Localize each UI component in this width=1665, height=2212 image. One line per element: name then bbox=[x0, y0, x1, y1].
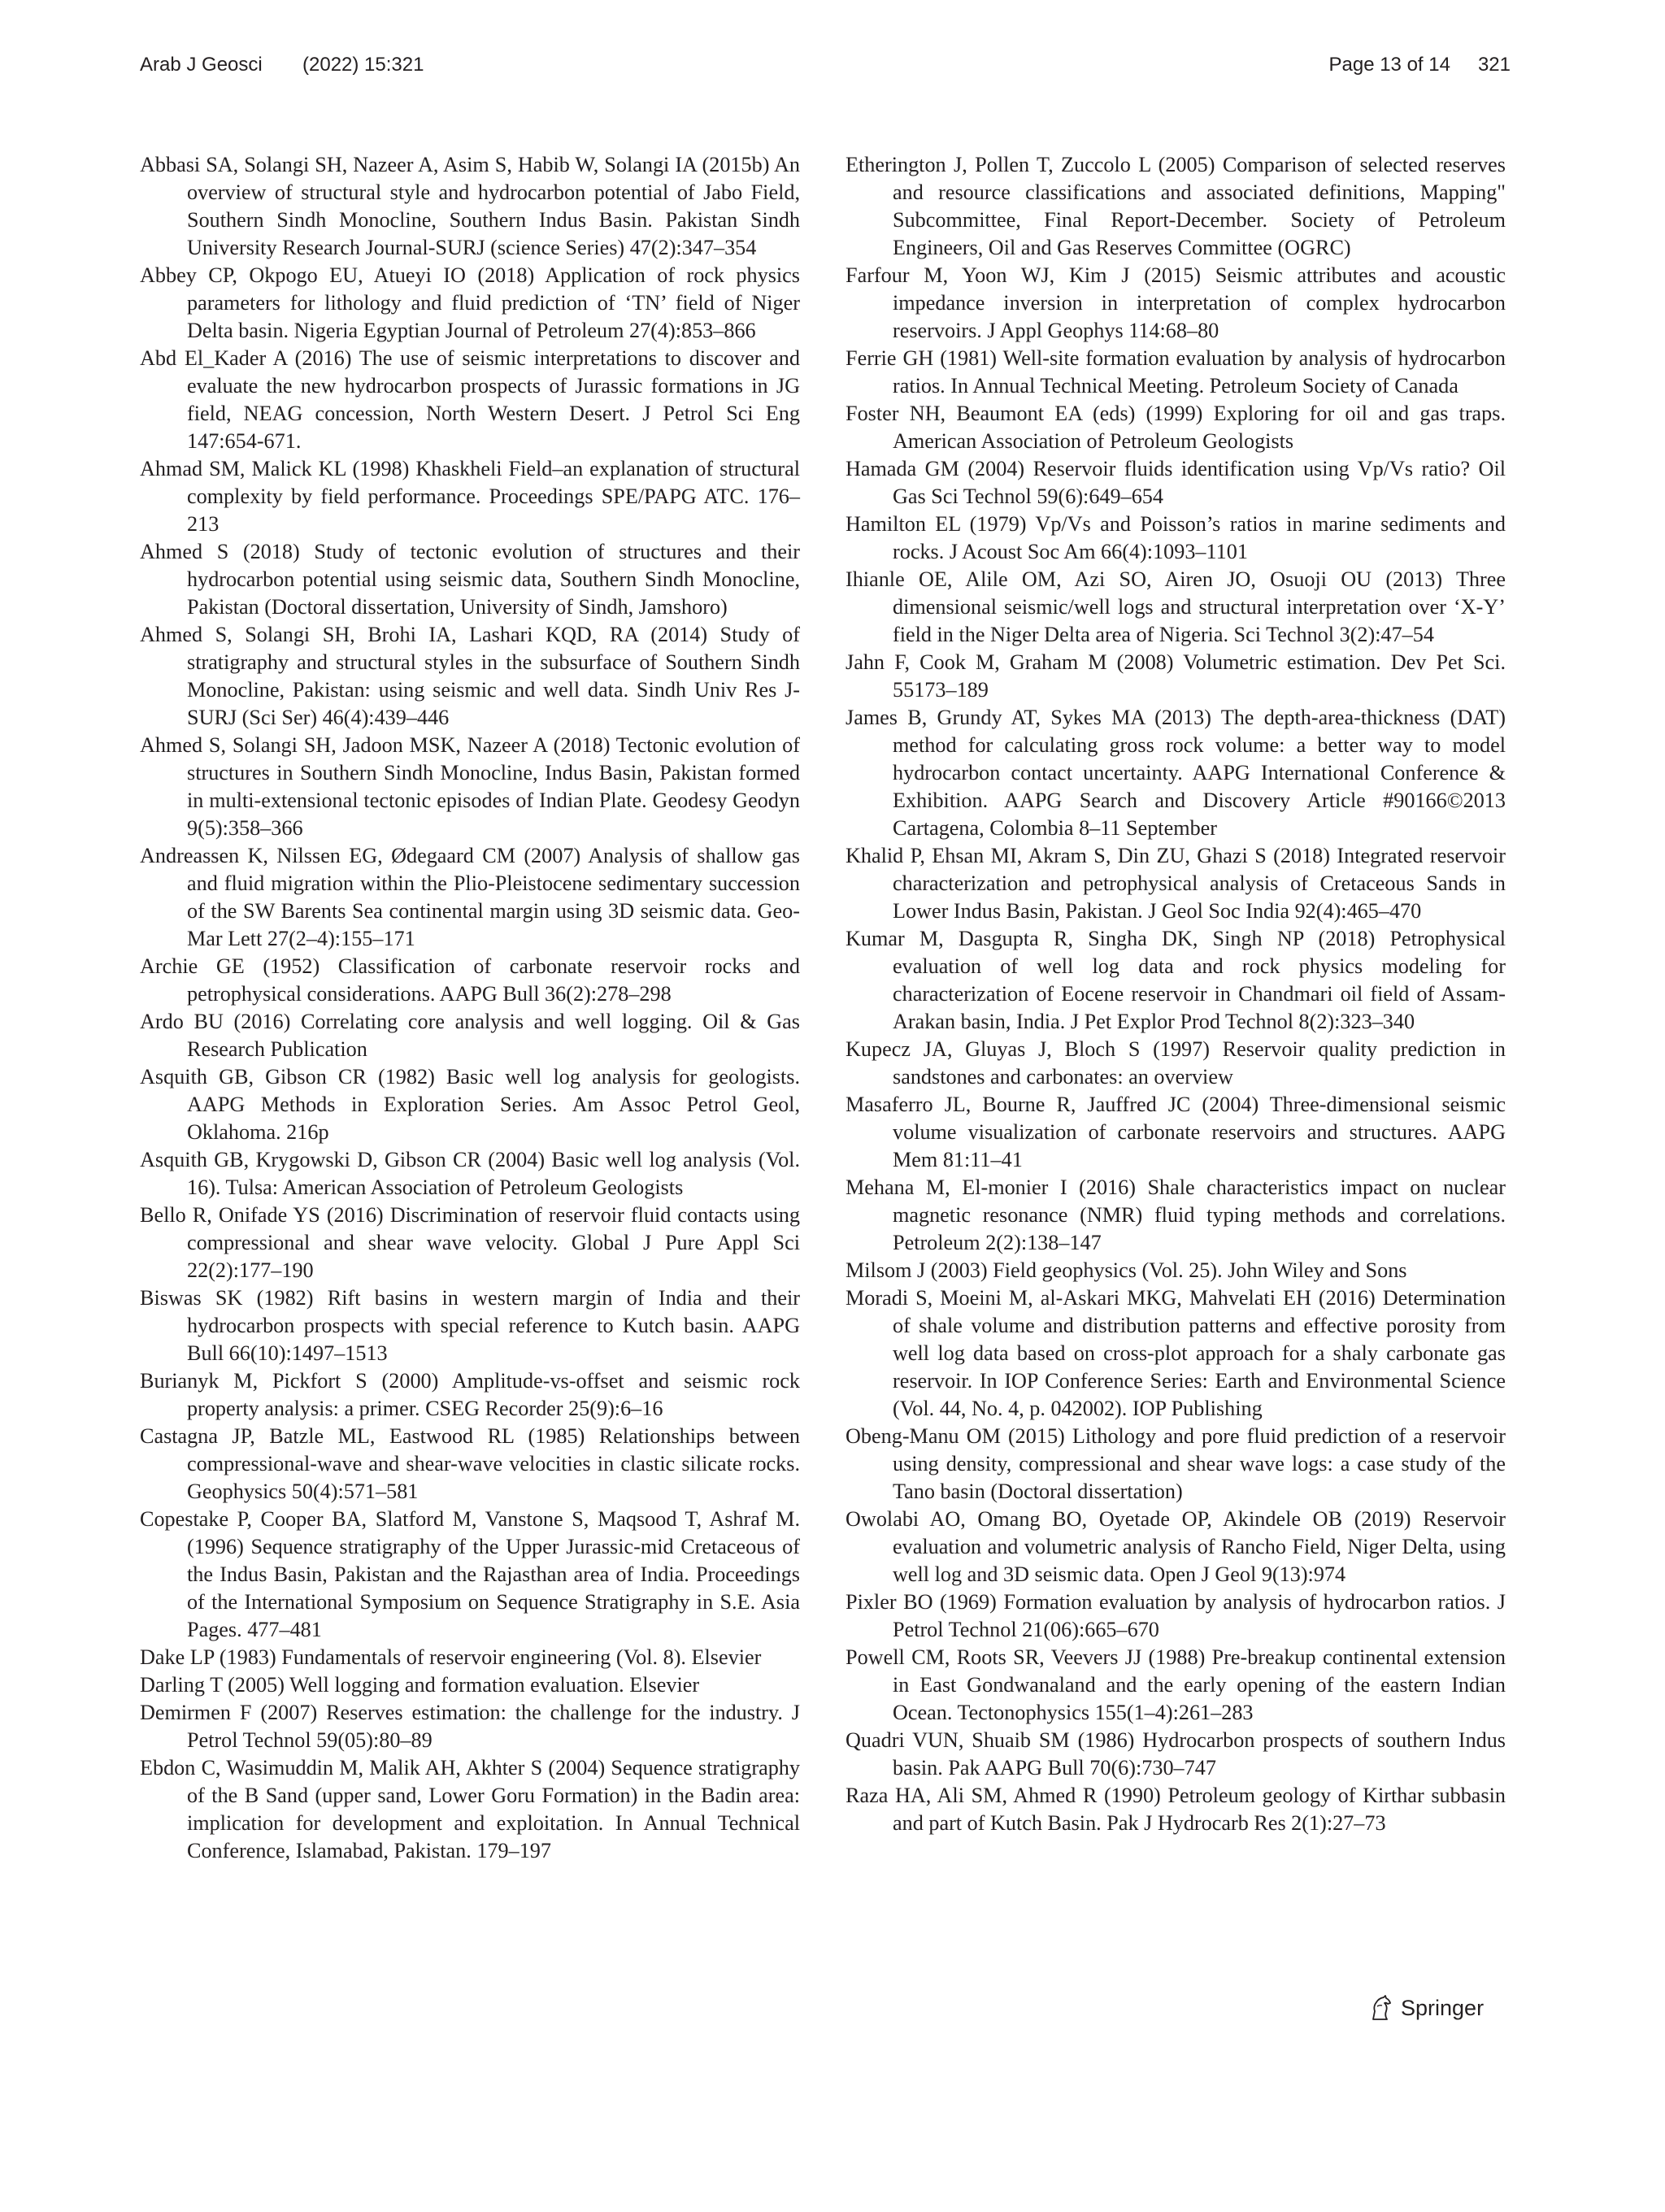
running-header bbox=[140, 49, 1511, 81]
reference-entry: Abd El_Kader A (2016) The use of seismic interpretations to discover and evaluate the new hydrocarbon prospects of Jurassic formations in JG field, NEAG concession, North Western Desert. J Petrol Sci Eng 147:654-671. bbox=[140, 346, 800, 453]
reference-entry: Quadri VUN, Shuaib SM (1986) Hydrocarbon prospects of southern Indus basin. Pak AAPG Bull 70(6):730–747 bbox=[846, 1728, 1506, 1780]
page-info bbox=[1328, 49, 1511, 81]
reference-entry: Darling T (2005) Well logging and formation evaluation. Elsevier bbox=[140, 1673, 700, 1697]
reference-entry: Ardo BU (2016) Correlating core analysis and well logging. Oil & Gas Research Publication bbox=[140, 1010, 800, 1061]
reference-entry: Asquith GB, Krygowski D, Gibson CR (2004) Basic well log analysis (Vol. 16). Tulsa: American Association of Petroleum Geologists bbox=[140, 1148, 800, 1199]
reference-entry: Moradi S, Moeini M, al-Askari MKG, Mahvelati EH (2016) Determination of shale volume and distribution patterns and effective porosity from well log data based on cross-plot approach for a shaly carbonate gas reservoir. In IOP Conference Series: Earth and Environmental Science (Vol. 44, No. 4, p. 042002). IOP Publishing bbox=[846, 1286, 1506, 1420]
reference-entry: Etherington J, Pollen T, Zuccolo L (2005) Comparison of selected reserves and resource classifications and associated definitions, Mapping" Subcommittee, Final Report-December. Society of Petroleum Engineers, Oil and Gas Reserves Committee (OGRC) bbox=[846, 153, 1506, 259]
reference-entry: Kumar M, Dasgupta R, Singha DK, Singh NP (2018) Petrophysical evaluation of well log data and rock physics modeling for characterization of Eocene reservoir in Chandmari oil field of Assam-Arakan basin, India. J Pet Explor Prod Technol 8(2):323–340 bbox=[846, 927, 1506, 1033]
reference-entry: Milsom J (2003) Field geophysics (Vol. 25). John Wiley and Sons bbox=[846, 1258, 1407, 1282]
reference-entry: Raza HA, Ali SM, Ahmed R (1990) Petroleum geology of Kirthar subbasin and part of Kutch Basin. Pak J Hydrocarb Res 2(1):27–73 bbox=[846, 1784, 1506, 1835]
reference-entry: Obeng-Manu OM (2015) Lithology and pore fluid prediction of a reservoir using density, compressional and shear wave logs: a case study of the Tano basin (Doctoral dissertation) bbox=[846, 1424, 1506, 1503]
reference-entry: Mehana M, El-monier I (2016) Shale characteristics impact on nuclear magnetic resonance (NMR) fluid typing methods and correlations. Petroleum 2(2):138–147 bbox=[846, 1176, 1506, 1254]
reference-entry: Archie GE (1952) Classification of carbonate reservoir rocks and petrophysical considerations. AAPG Bull 36(2):278–298 bbox=[140, 954, 800, 1006]
reference-entry: Ihianle OE, Alile OM, Azi SO, Airen JO, Osuoji OU (2013) Three dimensional seismic/well logs and structural interpretation over ‘X-Y’ field in the Niger Delta area of Nigeria. Sci Technol 3(2):47–54 bbox=[846, 567, 1506, 646]
reference-entry: Hamilton EL (1979) Vp/Vs and Poisson’s ratios in marine sediments and rocks. J Acoust Soc Am 66(4):1093–1101 bbox=[846, 512, 1506, 563]
references-right-column bbox=[846, 151, 1506, 1837]
publisher-name: Springer bbox=[1401, 1996, 1485, 2020]
springer-horse-icon bbox=[1368, 1995, 1393, 2021]
reference-entry: Abbasi SA, Solangi SH, Nazeer A, Asim S, Habib W, Solangi IA (2015b) An overview of structural style and hydrocarbon potential of Jabo Field, Southern Sindh Monocline, Southern Indus Basin. Pakistan Sindh University Research Journal-SURJ (science Series) 47(2):347–354 bbox=[140, 153, 800, 259]
reference-entry: Kupecz JA, Gluyas J, Bloch S (1997) Reservoir quality prediction in sandstones and carbonates: an overview bbox=[846, 1037, 1506, 1089]
reference-entry: Ferrie GH (1981) Well-site formation evaluation by analysis of hydrocarbon ratios. In Annual Technical Meeting. Petroleum Society of Canada bbox=[846, 346, 1506, 398]
reference-entry: Khalid P, Ehsan MI, Akram S, Din ZU, Ghazi S (2018) Integrated reservoir characterization and petrophysical analysis of Cretaceous Sands in Lower Indus Basin, Pakistan. J Geol Soc India 92(4):465–470 bbox=[846, 844, 1506, 923]
reference-entry: Masaferro JL, Bourne R, Jauffred JC (2004) Three-dimensional seismic volume visualization of carbonate reservoirs and structures. AAPG Mem 81:11–41 bbox=[846, 1093, 1506, 1171]
reference-entry: Powell CM, Roots SR, Veevers JJ (1988) Pre-breakup continental extension in East Gondwanaland and the early opening of the eastern Indian Ocean. Tectonophysics 155(1–4):261–283 bbox=[846, 1645, 1506, 1724]
reference-entry: Bello R, Onifade YS (2016) Discrimination of reservoir fluid contacts using compressional and shear wave velocity. Global J Pure Appl Sci 22(2):177–190 bbox=[140, 1203, 800, 1282]
journal-name: Arab J Geosci bbox=[140, 54, 263, 76]
reference-entry: Castagna JP, Batzle ML, Eastwood RL (1985) Relationships between compressional-wave and shear-wave velocities in clastic silicate rocks. Geophysics 50(4):571–581 bbox=[140, 1424, 800, 1503]
volume-info: (2022) 15:321 bbox=[302, 54, 424, 76]
reference-entry: Hamada GM (2004) Reservoir fluids identification using Vp/Vs ratio? Oil Gas Sci Technol 59(6):649–654 bbox=[846, 457, 1506, 508]
reference-entry: Ahmed S (2018) Study of tectonic evolution of structures and their hydrocarbon potential using seismic data, Southern Sindh Monocline, Pakistan (Doctoral dissertation, University of Sindh, Jamshoro) bbox=[140, 540, 800, 619]
reference-entry: Burianyk M, Pickfort S (2000) Amplitude-vs-offset and seismic rock property analysis: a primer. CSEG Recorder 25(9):6–16 bbox=[140, 1369, 800, 1420]
reference-entry: Andreassen K, Nilssen EG, Ødegaard CM (2007) Analysis of shallow gas and fluid migration within the Plio-Pleistocene sedimentary succession of the SW Barents Sea continental margin using 3D seismic data. Geo-Mar Lett 27(2–4):155–171 bbox=[140, 844, 800, 950]
reference-entry: Dake LP (1983) Fundamentals of reservoir engineering (Vol. 8). Elsevier bbox=[140, 1645, 762, 1669]
references-left-column bbox=[140, 151, 800, 1865]
reference-entry: Asquith GB, Gibson CR (1982) Basic well log analysis for geologists. AAPG Methods in Exploration Series. Am Assoc Petrol Geol, Oklahoma. 216p bbox=[140, 1065, 800, 1144]
reference-entry: Foster NH, Beaumont EA (eds) (1999) Exploring for oil and gas traps. American Association of Petroleum Geologists bbox=[846, 402, 1506, 453]
reference-entry: Owolabi AO, Omang BO, Oyetade OP, Akindele OB (2019) Reservoir evaluation and volumetric analysis of Rancho Field, Niger Delta, using well log and 3D seismic data. Open J Geol 9(13):974 bbox=[846, 1507, 1506, 1586]
reference-entry: James B, Grundy AT, Sykes MA (2013) The depth-area-thickness (DAT) method for calculating gross rock volume: a better way to model hydrocarbon contact uncertainty. AAPG International Conference & Exhibition. AAPG Search and Discovery Article #90166©2013 Cartagena, Colombia 8–11 September bbox=[846, 706, 1506, 840]
reference-entry: Ebdon C, Wasimuddin M, Malik AH, Akhter S (2004) Sequence stratigraphy of the B Sand (upper sand, Lower Goru Formation) in the Badin area: implication for development and exploitation. In Annual Technical Conference, Islamabad, Pakistan. 179–197 bbox=[140, 1756, 800, 1862]
reference-entry: Farfour M, Yoon WJ, Kim J (2015) Seismic attributes and acoustic impedance inversion in interpretation of complex hydrocarbon reservoirs. J Appl Geophys 114:68–80 bbox=[846, 263, 1506, 342]
reference-entry: Biswas SK (1982) Rift basins in western margin of India and their hydrocarbon prospects with special reference to Kutch basin. AAPG Bull 66(10):1497–1513 bbox=[140, 1286, 800, 1365]
reference-entry: Ahmed S, Solangi SH, Brohi IA, Lashari KQD, RA (2014) Study of stratigraphy and structural styles in the subsurface of Southern Sindh Monocline, Pakistan: using seismic and well data. Sindh Univ Res J-SURJ (Sci Ser) 46(4):439–446 bbox=[140, 623, 800, 729]
publisher-footer bbox=[1368, 1992, 1484, 2024]
reference-entry: Ahmed S, Solangi SH, Jadoon MSK, Nazeer A (2018) Tectonic evolution of structures in Southern Sindh Monocline, Indus Basin, Pakistan formed in multi-extensional tectonic episodes of Indian Plate. Geodesy Geodyn 9(5):358–366 bbox=[140, 733, 800, 840]
page-number: 321 bbox=[1477, 54, 1511, 76]
page-label: Page 13 of 14 bbox=[1328, 54, 1450, 76]
reference-entry: Pixler BO (1969) Formation evaluation by analysis of hydrocarbon ratios. J Petrol Technol 21(06):665–670 bbox=[846, 1590, 1506, 1641]
reference-entry: Jahn F, Cook M, Graham M (2008) Volumetric estimation. Dev Pet Sci. 55173–189 bbox=[846, 650, 1506, 702]
reference-entry: Ahmad SM, Malick KL (1998) Khaskheli Field–an explanation of structural complexity by field performance. Proceedings SPE/PAPG ATC. 176–213 bbox=[140, 457, 800, 536]
reference-entry: Demirmen F (2007) Reserves estimation: the challenge for the industry. J Petrol Technol 59(05):80–89 bbox=[140, 1701, 800, 1752]
reference-entry: Abbey CP, Okpogo EU, Atueyi IO (2018) Application of rock physics parameters for lithology and fluid prediction of ‘TN’ field of Niger Delta basin. Nigeria Egyptian Journal of Petroleum 27(4):853–866 bbox=[140, 263, 800, 342]
reference-entry: Copestake P, Cooper BA, Slatford M, Vanstone S, Maqsood T, Ashraf M. (1996) Sequence stratigraphy of the Upper Jurassic-mid Cretaceous of the Indus Basin, Pakistan and the Rajasthan area of India. Proceedings of the International Symposium on Sequence Stratigraphy in S.E. Asia Pages. 477–481 bbox=[140, 1507, 800, 1641]
